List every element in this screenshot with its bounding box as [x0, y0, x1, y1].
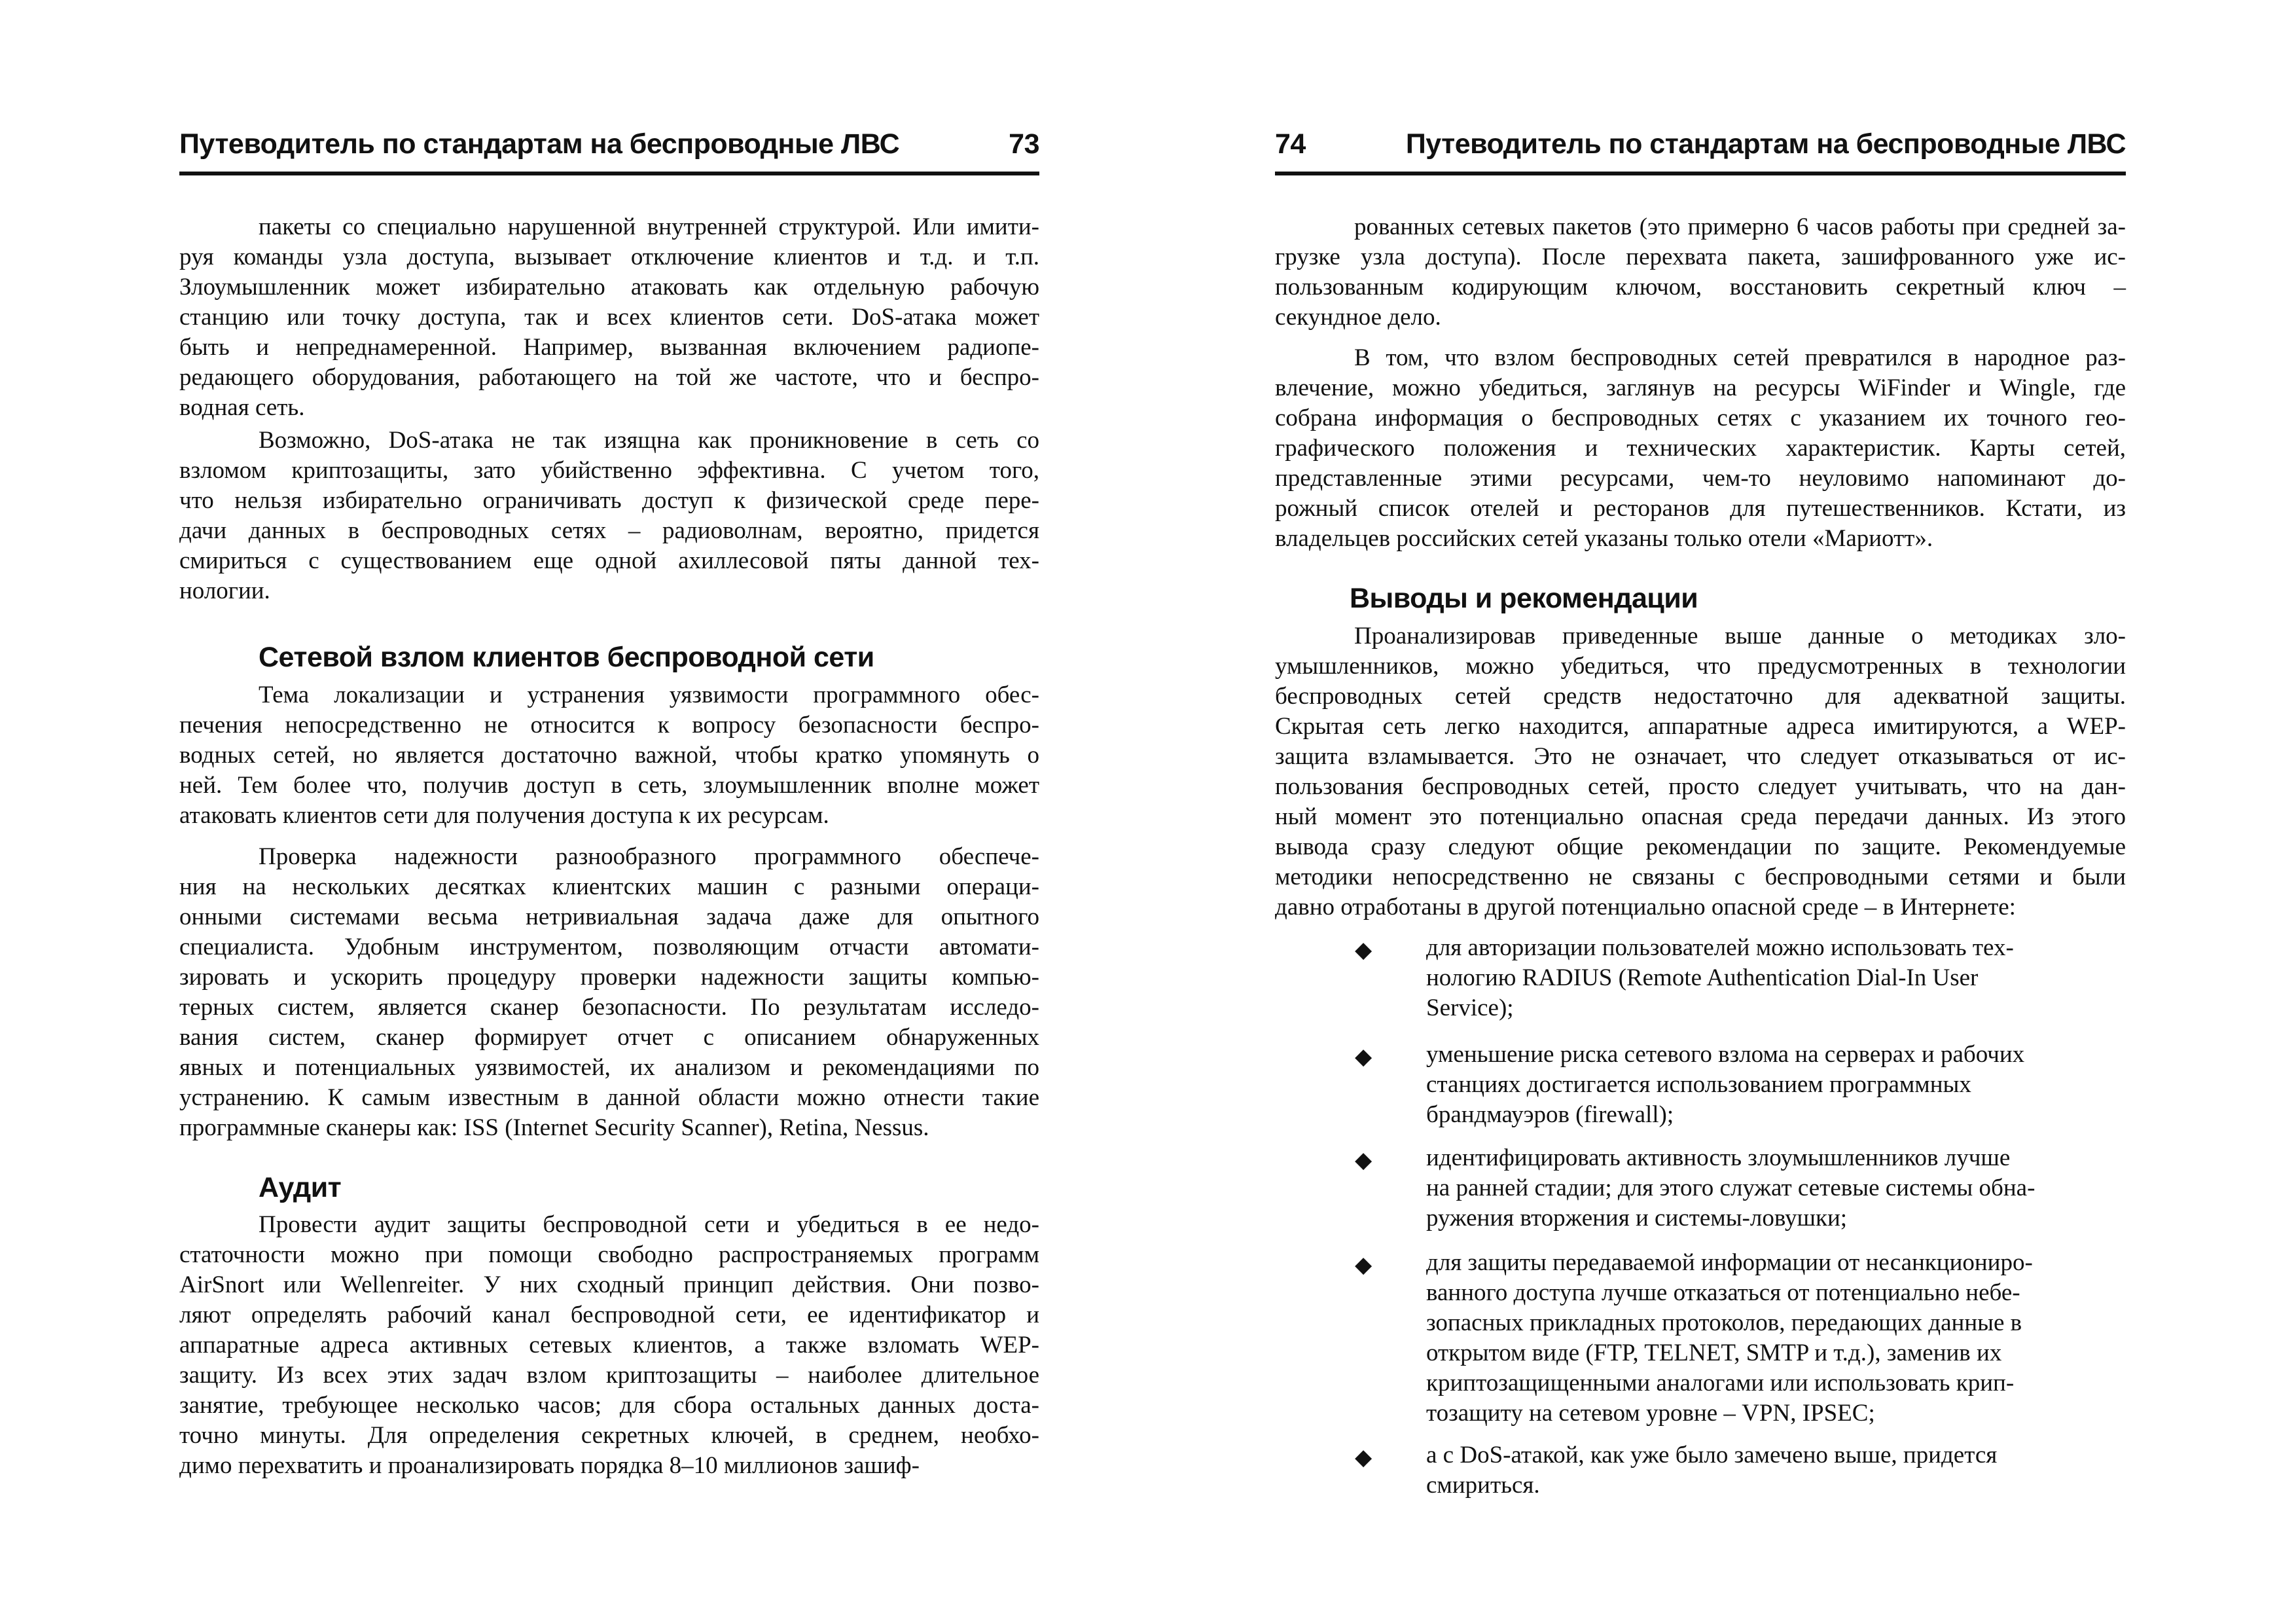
- text-line: открытом виде (FTP, TELNET, SMTP и т.д.), заменив их: [1426, 1340, 2002, 1366]
- running-title: Путеводитель по стандартам на беспроводные ЛВС: [179, 128, 900, 160]
- text-line: Провести аудит защиты беспроводной сети и убедиться в ее недо-: [259, 1211, 1039, 1238]
- text-line: статочности можно при помощи свободно распространяемых программ: [179, 1241, 1039, 1268]
- text-line: Service);: [1426, 994, 1514, 1021]
- text-line: зопасных прикладных протоколов, передающих данные в: [1426, 1309, 2022, 1336]
- text-line: быть и непреднамеренной. Например, вызванная включением радиопе-: [179, 334, 1039, 361]
- text-line: графического положения и технических характеристик. Карты сетей,: [1275, 435, 2126, 462]
- text-line: пользованным кодирующим ключом, восстановить секретный ключ –: [1275, 274, 2126, 301]
- text-line: В том, что взлом беспроводных сетей превратился в народное раз-: [1354, 344, 2126, 371]
- text-line: для авторизации пользователей можно использовать тех-: [1426, 934, 2014, 961]
- text-line: станцию или точку доступа, так и всех клиентов сети. DoS-атака может: [179, 304, 1039, 331]
- text-line: устранению. К самым известным в данной области можно отнести такие: [179, 1084, 1039, 1111]
- text-line: димо перехватить и проанализировать порядка 8–10 миллионов зашиф-: [179, 1452, 920, 1479]
- text-line: брандмауэров (firewall);: [1426, 1101, 1674, 1128]
- text-line: защита взламывается. Это не означает, что следует отказываться от ис-: [1275, 743, 2126, 770]
- text-line: атаковать клиентов сети для получения доступа к их ресурсам.: [179, 802, 829, 829]
- text-line: Возможно, DoS-атака не так изящна как проникновение в сеть со: [259, 427, 1039, 454]
- running-title: Путеводитель по стандартам на беспроводные ЛВС: [1405, 128, 2126, 160]
- paragraph: [1275, 621, 2126, 922]
- text-line: умышленников, можно убедиться, что предусмотренных в технологии: [1275, 653, 2126, 680]
- text-line: аппаратные адреса активных сетевых клиентов, а также взломать WEP-: [179, 1332, 1039, 1359]
- text-line: ружения вторжения и системы-ловушки;: [1426, 1205, 1848, 1231]
- text-line: вывода сразу следуют общие рекомендации по защите. Рекомендуемые: [1275, 833, 2126, 860]
- text-line: станциях достигается использованием программных: [1426, 1071, 1971, 1098]
- text-line: водная сеть.: [179, 394, 305, 421]
- text-line: рованных сетевых пакетов (это примерно 6 часов работы при средней за-: [1354, 213, 2126, 240]
- text-line: Злоумышленник может избирательно атаковать как отдельную рабочую: [179, 274, 1039, 301]
- text-line: печения непосредственно не относится к вопросу безопасности беспро-: [179, 712, 1039, 739]
- text-line: редающего оборудования, работающего на той же частоте, что и беспро-: [179, 364, 1039, 391]
- page-number: 73: [1009, 128, 1039, 160]
- text-line: вания систем, сканер формирует отчет с описанием обнаруженных: [179, 1024, 1039, 1051]
- text-line: точно минуты. Для определения секретных ключей, в среднем, необхо-: [179, 1422, 1039, 1449]
- text-line: руя команды узла доступа, вызывает отключение клиентов и т.д. и т.п.: [179, 244, 1039, 270]
- text-line: а с DoS-атакой, как уже было замечено выше, придется: [1426, 1442, 1998, 1468]
- text-line: идентифицировать активность злоумышленников лучше: [1426, 1144, 2011, 1171]
- text-line: специалиста. Удобным инструментом, позволяющим отчасти автомати-: [179, 934, 1039, 960]
- text-line: пользования беспроводных сетей, просто следует учитывать, что на дан-: [1275, 773, 2126, 800]
- header-rule: [179, 172, 1039, 175]
- running-header: [179, 128, 1039, 168]
- section-heading: Аудит: [259, 1172, 342, 1203]
- text-line: смириться с существованием еще одной ахиллесовой пяты данной тех-: [179, 547, 1039, 574]
- text-line: что нельзя избирательно ограничивать доступ к физической среде пере-: [179, 487, 1039, 514]
- diamond-bullet-icon: ◆: [1355, 1044, 1372, 1070]
- text-line: явных и потенциальных уязвимостей, их анализом и рекомендациями по: [179, 1054, 1039, 1081]
- paragraph: [179, 212, 1039, 423]
- paragraph: [179, 680, 1039, 831]
- text-line: Проанализировав приведенные выше данные о методиках зло-: [1354, 623, 2126, 649]
- paragraph: [179, 1210, 1039, 1481]
- text-line: нологии.: [179, 577, 270, 604]
- text-line: грузке узла доступа). После перехвата пакета, зашифрованного уже ис-: [1275, 244, 2126, 270]
- header-rule: [1275, 172, 2126, 175]
- text-line: ванного доступа лучше отказаться от потенциально небе-: [1426, 1279, 2020, 1306]
- paragraph: [1275, 212, 2126, 333]
- text-line: Тема локализации и устранения уязвимости программного обес-: [259, 682, 1039, 708]
- list-item-text: [1426, 1248, 2126, 1429]
- text-line: ния на нескольких десятках клиентских машин с разными операци-: [179, 873, 1039, 900]
- running-header: [1275, 128, 2126, 168]
- left-page: [179, 0, 1039, 1623]
- text-line: криптозащищенными аналогами или использовать крип-: [1426, 1370, 2015, 1396]
- page-number: 74: [1275, 128, 1306, 160]
- list-item-text: [1426, 1040, 2126, 1130]
- list-item-text: [1426, 933, 2126, 1023]
- list-item-text: [1426, 1440, 2126, 1501]
- section-heading: Сетевой взлом клиентов беспроводной сети: [259, 642, 874, 673]
- text-line: ней. Тем более что, получив доступ в сеть, злоумышленник вполне может: [179, 772, 1039, 799]
- text-line: влечение, можно убедиться, заглянув на ресурсы WiFinder и Wingle, где: [1275, 374, 2126, 401]
- text-line: взломом криптозащиты, зато убийственно эффективна. С учетом того,: [179, 457, 1039, 484]
- text-line: собрана информация о беспроводных сетях с указанием их точного гео-: [1275, 405, 2126, 431]
- diamond-bullet-icon: ◆: [1355, 1444, 1372, 1470]
- text-line: смириться.: [1426, 1472, 1540, 1499]
- text-line: терных систем, является сканер безопасности. По результатам исследо-: [179, 994, 1039, 1021]
- text-line: Скрытая сеть легко находится, аппаратные адреса имитируются, а WEP-: [1275, 713, 2126, 740]
- paragraph: [179, 426, 1039, 606]
- diamond-bullet-icon: ◆: [1355, 937, 1372, 963]
- section-heading: Выводы и рекомендации: [1350, 583, 1698, 614]
- text-line: тозащиту на сетевом уровне – VPN, IPSEC;: [1426, 1400, 1875, 1427]
- text-line: ный момент это потенциально опасная среда передачи данных. Из этого: [1275, 803, 2126, 830]
- text-line: владельцев российских сетей указаны только отели «Мариотт».: [1275, 525, 1933, 552]
- text-line: зировать и ускорить процедуру проверки надежности защиты компью-: [179, 964, 1039, 991]
- text-line: онными системами весьма нетривиальная задача даже для опытного: [179, 903, 1039, 930]
- text-line: дачи данных в беспроводных сетях – радиоволнам, вероятно, придется: [179, 517, 1039, 544]
- text-line: занятие, требующее несколько часов; для сбора остальных данных доста-: [179, 1392, 1039, 1419]
- text-line: Проверка надежности разнообразного программного обеспече-: [259, 843, 1039, 870]
- text-line: нологию RADIUS (Remote Authentication Dial-In User: [1426, 964, 1979, 991]
- text-line: рожный список отелей и ресторанов для путешественников. Кстати, из: [1275, 495, 2126, 522]
- text-line: AirSnort или Wellenreiter. У них сходный принцип действия. Они позво-: [179, 1271, 1039, 1298]
- paragraph: [1275, 343, 2126, 554]
- text-line: пакеты со специально нарушенной внутренней структурой. Или имити-: [259, 213, 1039, 240]
- right-page: [1275, 0, 2126, 1623]
- text-line: представленные этими ресурсами, чем-то неуловимо напоминают до-: [1275, 465, 2126, 492]
- text-line: защиту. Из всех этих задач взлом криптозащиты – наиболее длительное: [179, 1362, 1039, 1389]
- list-item-text: [1426, 1143, 2126, 1233]
- text-line: методики непосредственно не связаны с беспроводными сетями и были: [1275, 864, 2126, 890]
- text-line: секундное дело.: [1275, 304, 1441, 331]
- diamond-bullet-icon: ◆: [1355, 1252, 1372, 1278]
- text-line: беспроводных сетей средств недостаточно для адекватной защиты.: [1275, 683, 2126, 710]
- text-line: давно отработаны в другой потенциально опасной среде – в Интернете:: [1275, 894, 2016, 921]
- text-line: уменьшение риска сетевого взлома на серверах и рабочих: [1426, 1041, 2025, 1068]
- diamond-bullet-icon: ◆: [1355, 1147, 1372, 1173]
- text-line: для защиты передаваемой информации от несанкциониро-: [1426, 1249, 2033, 1276]
- text-line: водных сетей, но является достаточно важной, чтобы кратко упомянуть о: [179, 742, 1039, 769]
- text-line: ляют определять рабочий канал беспроводной сети, ее идентификатор и: [179, 1302, 1039, 1328]
- paragraph: [179, 842, 1039, 1143]
- text-line: программные сканеры как: ISS (Internet Security Scanner), Retina, Nessus.: [179, 1114, 929, 1141]
- text-line: на ранней стадии; для этого служат сетевые системы обна-: [1426, 1175, 2036, 1201]
